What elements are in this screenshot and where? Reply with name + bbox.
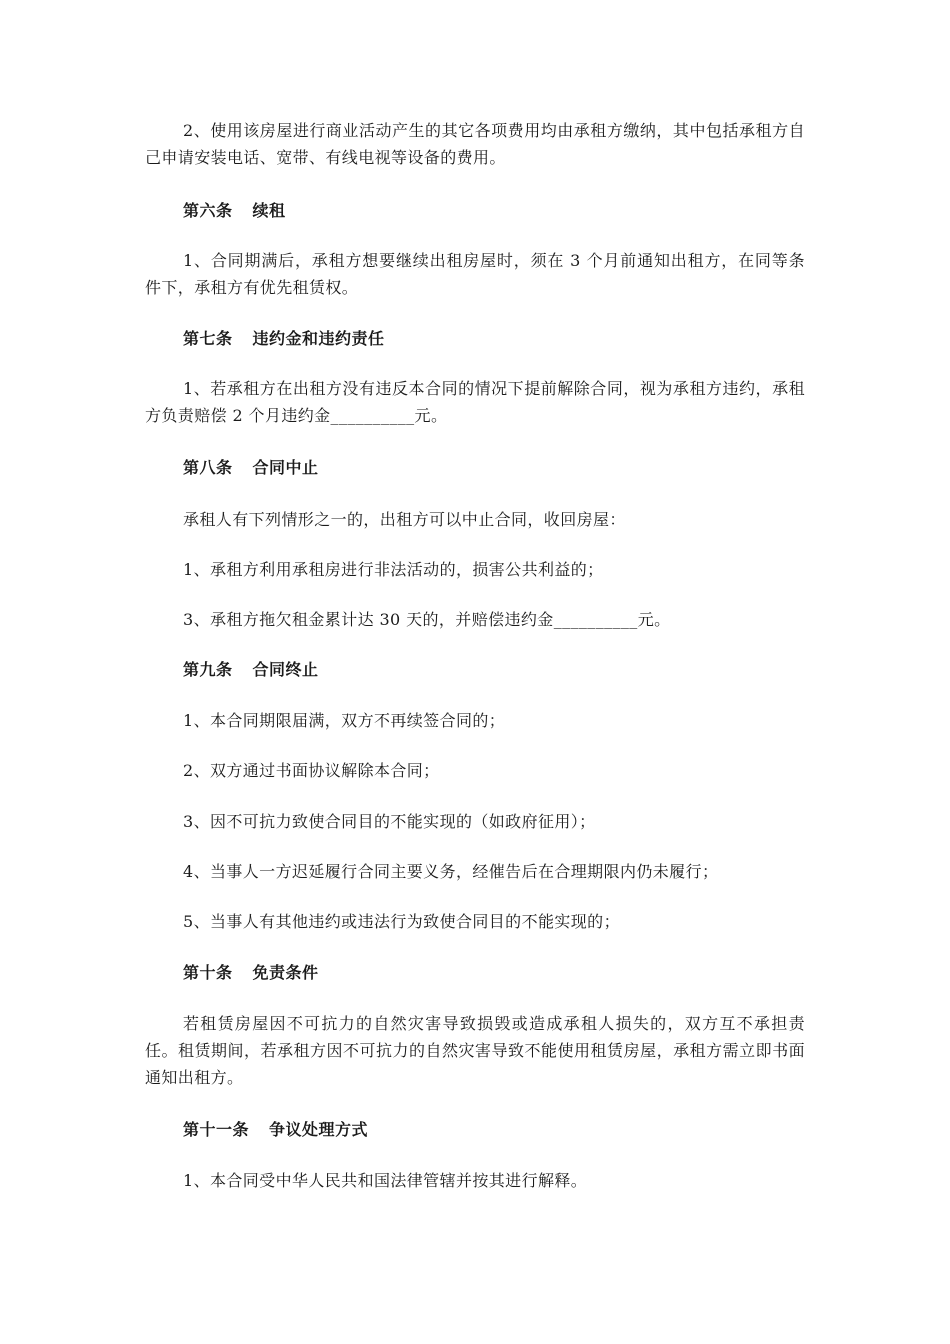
paragraph-exemption: 若租赁房屋因不可抗力的自然灾害导致损毁或造成承租人损失的，双方互不承担责任。租赁期间，若承租方因不可抗力的自然灾害导致不能使用租赁房屋，承租方需立即书面通知出租方。 (145, 1014, 805, 1087)
article-number: 第八条 (183, 458, 233, 477)
paragraph-penalty: 1、若承租方在出租方没有违反本合同的情况下提前解除合同，视为承租方违约，承租方负责赔偿 2 个月违约金__________元。 (145, 379, 805, 425)
paragraph-termination-2: 2、双方通过书面协议解除本合同； (183, 761, 440, 780)
paragraph-suspension-1: 1、承租方利用承租房进行非法活动的，损害公共利益的； (183, 560, 604, 579)
heading-article-6 (145, 197, 843, 224)
heading-article-7 (145, 325, 843, 352)
paragraph-termination-1: 1、本合同期限届满，双方不再续签合同的； (183, 711, 506, 730)
article-title: 争议处理方式 (269, 1120, 369, 1139)
article-title: 免责条件 (252, 963, 319, 982)
paragraph-suspension-3: 3、承租方拖欠租金累计达 30 天的，并赔偿违约金__________元。 (183, 610, 671, 629)
paragraph-termination-5: 5、当事人有其他违约或违法行为致使合同目的不能实现的； (183, 912, 620, 931)
heading-article-9 (145, 656, 843, 683)
paragraph-renewal: 1、合同期满后，承租方想要继续出租房屋时，须在 3 个月前通知出租方，在同等条件下，承租方有优先租赁权。 (145, 251, 805, 297)
heading-article-10 (145, 959, 843, 986)
article-title: 合同中止 (252, 458, 319, 477)
heading-article-8 (145, 454, 843, 481)
paragraph-termination-3: 3、因不可抗力致使合同目的不能实现的（如政府征用）； (183, 812, 596, 831)
paragraph-dispute-1: 1、本合同受中华人民共和国法律管辖并按其进行解释。 (183, 1171, 588, 1190)
article-title: 续租 (252, 201, 286, 220)
heading-article-11 (145, 1116, 843, 1143)
article-title: 合同终止 (252, 660, 319, 679)
article-number: 第七条 (183, 329, 233, 348)
article-number: 第九条 (183, 660, 233, 679)
article-title: 违约金和违约责任 (252, 329, 385, 348)
paragraph-termination-4: 4、当事人一方迟延履行合同主要义务，经催告后在合理期限内仍未履行； (183, 862, 719, 881)
article-number: 第十条 (183, 963, 233, 982)
article-number: 第六条 (183, 201, 233, 220)
paragraph-utility-fees: 2、使用该房屋进行商业活动产生的其它各项费用均由承租方缴纳，其中包括承租方自己申请安装电话、宽带、有线电视等设备的费用。 (145, 121, 805, 167)
article-number: 第十一条 (183, 1120, 250, 1139)
paragraph-suspension-intro: 承租人有下列情形之一的，出租方可以中止合同，收回房屋： (183, 510, 626, 529)
